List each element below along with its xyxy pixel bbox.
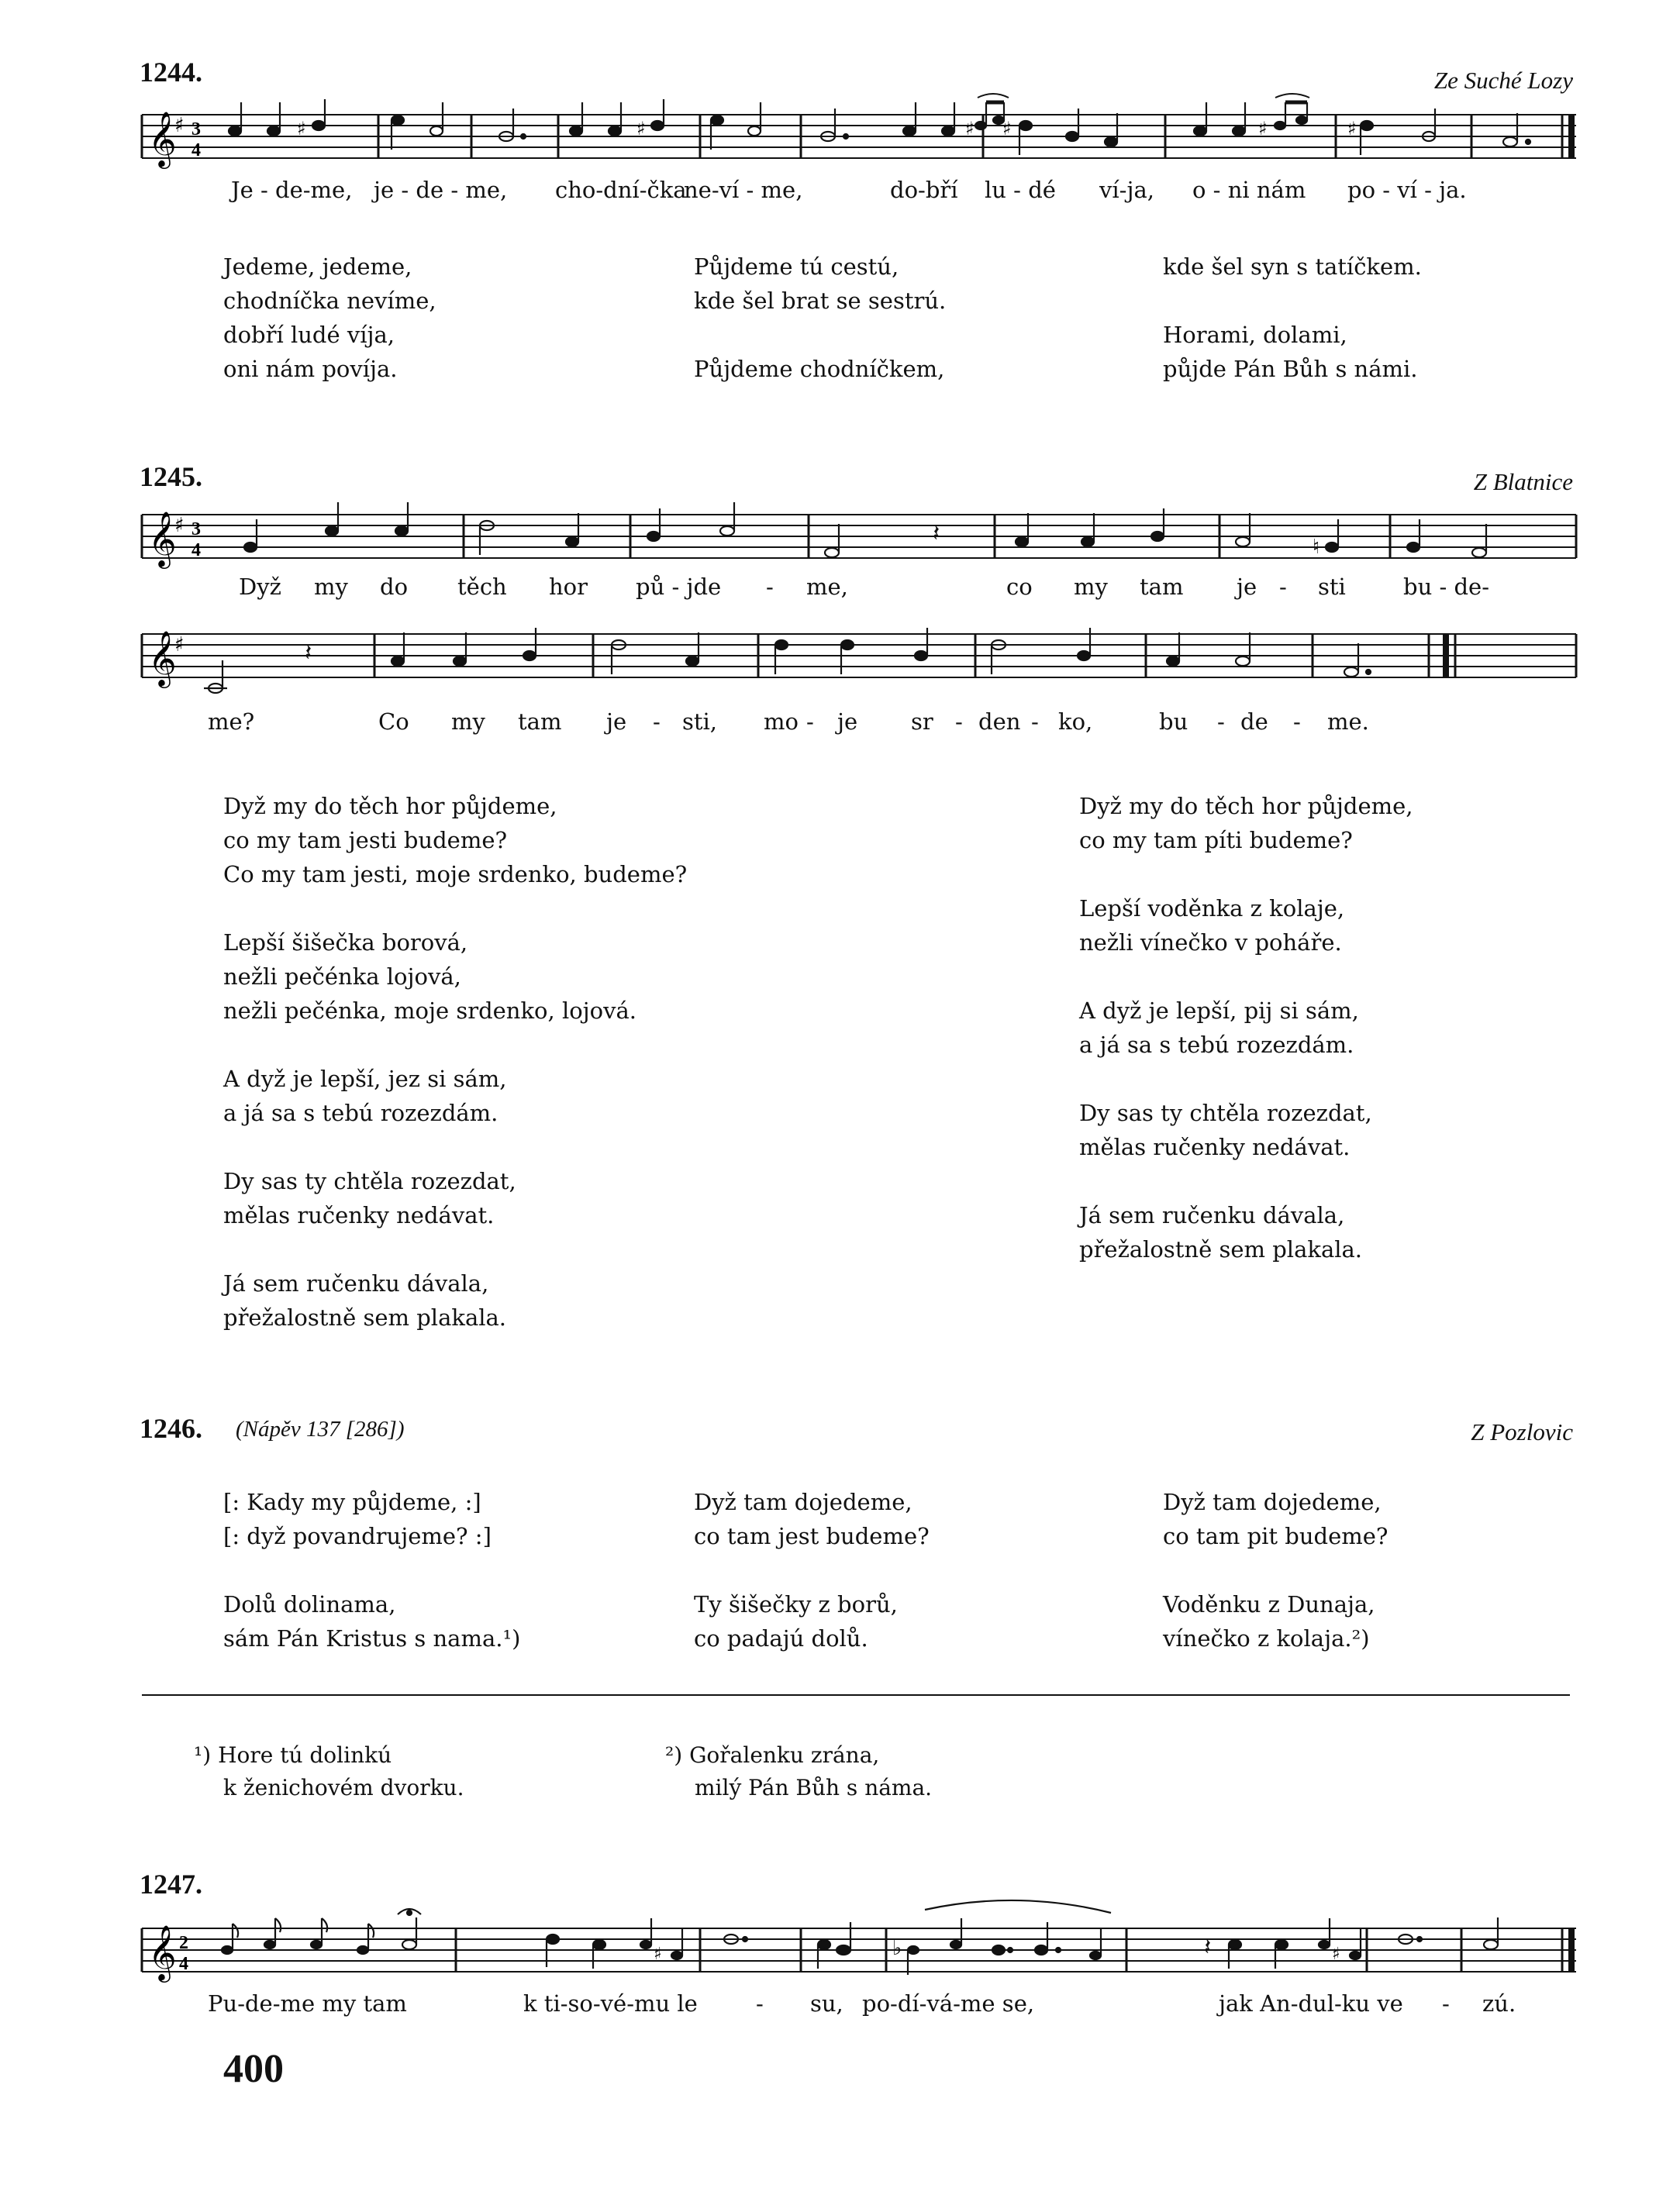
lyric-1244-5: lu - dé (985, 177, 1056, 203)
svg-text:4: 4 (191, 140, 201, 160)
lyric-1245b-12: den (978, 708, 1021, 735)
lyric-1244-1: je - de - me, (374, 177, 508, 203)
lyric-1245a-14: bu - de- (1403, 574, 1490, 600)
svg-text:♯: ♯ (1002, 118, 1012, 140)
song-number-1245: 1245. (140, 461, 202, 492)
lyric-1247-3: su, (810, 1990, 843, 2017)
song-source-1245: Z Blatnice (1473, 468, 1573, 495)
lyric-1245a-1: my (314, 574, 348, 600)
song-source-1246: Z Pozlovic (1471, 1418, 1573, 1445)
lyric-1244-0: Je - de-me, (231, 177, 353, 203)
lyric-1245a-5: pů - jde (636, 574, 722, 600)
lyric-1245b-19: me. (1327, 708, 1369, 735)
lyric-1245b-3: tam (518, 708, 562, 735)
sharp-icon: ♯ (174, 514, 185, 537)
lyric-1245a-10: tam (1140, 574, 1184, 600)
lyric-1247-0: Pu-de-me my tam (208, 1990, 407, 2017)
lyric-1247-5: jak An-dul-ku ve (1219, 1990, 1403, 2017)
lyric-1247-1: k ti-so-vé-mu le (523, 1990, 698, 2017)
sharp-icon: ♯ (174, 114, 185, 137)
song-number-1246: 1246. (140, 1413, 202, 1444)
footnote-2: ²) Gořalenku zrána, milý Pán Bůh s náma. (665, 1742, 933, 1800)
notes (244, 502, 1486, 559)
lyric-1245a-3: těch (457, 574, 507, 600)
lyric-1245b-8: - (806, 708, 814, 735)
lyric-1245a-13: sti (1318, 574, 1346, 600)
lyric-1245b-4: je (606, 708, 627, 735)
lyric-1245b-5: - (653, 708, 661, 735)
lyric-1245b-6: sti, (682, 708, 718, 735)
svg-text:3: 3 (191, 519, 201, 539)
notes (204, 628, 1371, 693)
song-number-1247: 1247. (140, 1869, 202, 1900)
svg-text:♮: ♮ (1313, 536, 1320, 559)
music-staff-1247 (142, 1921, 1576, 1983)
svg-text:𝄽: 𝄽 (305, 639, 312, 667)
stanzas-1245-right: Dyž my do těch hor půjdeme, co my tam píti budeme? Lepší voděnka z kolaje, nežli vínečko v poháře. A dyž je lepší, pij si sám, a já sa s tebú rozezdám. Dy sas ty chtěla rozezdat, mělas ručenky nedávat. Já sem ručenku dávala, přežalostně sem plakala. (1079, 793, 1413, 1263)
svg-text:♯: ♯ (965, 118, 975, 140)
page-number: 400 (223, 2047, 284, 2091)
treble-clef-icon: 𝄞 (148, 510, 177, 567)
stanza-1244-2: Půjdeme tú cestú, kde šel brat se sestrú. Půjdeme chodníčkem, (694, 253, 947, 382)
lyric-1245b-13: - (1031, 708, 1039, 735)
footnote-divider (142, 1694, 1570, 1696)
lyric-1247-2: - (756, 1990, 764, 2017)
lyric-1245b-14: ko, (1058, 708, 1093, 735)
svg-text:3: 3 (191, 119, 201, 140)
lyric-1245a-2: do (380, 574, 409, 600)
music-staff-1245-a (142, 507, 1576, 569)
lyric-1245a-7: me, (806, 574, 848, 600)
music-staff-1245-b (142, 626, 1576, 696)
lyric-1245b-7: mo (764, 708, 799, 735)
treble-clef-icon: 𝄞 (148, 1924, 177, 1980)
song-source-1244: Ze Suché Lozy (1433, 67, 1573, 94)
lyric-1244-6: ví-ja, (1099, 177, 1154, 203)
svg-text:𝄽: 𝄽 (933, 520, 940, 547)
lyric-1245b-2: my (451, 708, 485, 735)
lyric-1245b-15: bu (1159, 708, 1188, 735)
lyric-1247-7: zú. (1482, 1990, 1516, 2017)
svg-text:♯: ♯ (636, 118, 646, 140)
lyric-1245a-8: co (1006, 574, 1033, 600)
tune-reference-1246: (Nápěv 137 [286]) (236, 1417, 405, 1442)
svg-text:4: 4 (179, 1954, 188, 1974)
stanza-1246-1: [: Kady my půjdeme, :] [: dyž povandrujeme? :] Dolů dolinama, sám Pán Kristus s nama.¹) (223, 1489, 521, 1652)
lyric-1245b-0: me? (208, 708, 255, 735)
lyric-1245b-1: Co (378, 708, 409, 735)
lyric-1245a-6: - (766, 574, 774, 600)
svg-text:♯: ♯ (297, 118, 306, 140)
lyric-1245a-4: hor (549, 574, 588, 600)
svg-text:♯: ♯ (1347, 118, 1357, 140)
lyric-1245b-11: - (955, 708, 963, 735)
lyric-1245a-9: my (1074, 574, 1108, 600)
music-staff-1244 (142, 107, 1576, 169)
lyric-1247-6: - (1442, 1990, 1450, 2017)
sharp-icon: ♯ (174, 633, 185, 656)
lyric-1245a-0: Dyž (239, 574, 281, 600)
lyric-1244-7: o - ni nám (1192, 177, 1306, 203)
svg-text:4: 4 (191, 540, 201, 560)
lyric-1245a-11: je (1237, 574, 1257, 600)
stanza-1246-2: Dyž tam dojedeme, co tam jest budeme? Ty šišečky z borů, co padajú dolů. (694, 1489, 930, 1652)
stanza-1246-3: Dyž tam dojedeme, co tam pit budeme? Voděnku z Dunaja, vínečko z kolaja.²) (1163, 1489, 1389, 1652)
footnote-1: ¹) Hore tú dolinkú k ženichovém dvorku. (194, 1742, 464, 1800)
svg-text:♯: ♯ (1332, 1945, 1340, 1964)
svg-text:♯: ♯ (1258, 118, 1268, 140)
stanzas-1245-left: Dyž my do těch hor půjdeme, co my tam jesti budeme? Co my tam jesti, moje srdenko, budeme? Lepší šišečka borová, nežli pečénka lojová, nežli pečénka, moje srdenko, lojová. A dyž je lepší, jez si sám, a já sa s tebú rozezdám. Dy sas ty chtěla rozezdat, mělas ručenky nedávat. Já sem ručenku dávala, přežalostně sem plakala. (223, 793, 688, 1331)
song-number-1244: 1244. (140, 57, 202, 88)
lyric-1244-2: cho-dní-čka (555, 177, 687, 203)
svg-text:♭: ♭ (892, 1937, 902, 1960)
lyric-1245b-9: je (837, 708, 858, 735)
lyric-1244-4: do-bří (890, 177, 958, 203)
lyric-1244-8: po - ví - ja. (1347, 177, 1467, 203)
lyric-1244-3: ne-ví - me, (684, 177, 803, 203)
svg-text:𝄽: 𝄽 (1204, 1934, 1212, 1961)
stanza-1244-1: Jedeme, jedeme, chodníčka nevíme, dobří ludé víja, oni nám povíja. (223, 253, 436, 382)
notes (222, 1900, 1498, 1975)
lyric-1245b-17: de (1240, 708, 1268, 735)
lyric-1245b-18: - (1293, 708, 1301, 735)
svg-text:2: 2 (179, 1933, 188, 1953)
stanza-1244-3: kde šel syn s tatíčkem. Horami, dolami, půjde Pán Bůh s námi. (1163, 253, 1422, 382)
treble-clef-icon: 𝄞 (148, 110, 177, 167)
lyric-1245a-12: - (1279, 574, 1287, 600)
svg-text:♯: ♯ (654, 1945, 662, 1964)
lyric-1245b-10: sr (911, 708, 933, 735)
treble-clef-icon: 𝄞 (148, 629, 177, 686)
lyric-1245b-16: - (1217, 708, 1225, 735)
lyric-1247-4: po-dí-vá-me se, (862, 1990, 1035, 2017)
